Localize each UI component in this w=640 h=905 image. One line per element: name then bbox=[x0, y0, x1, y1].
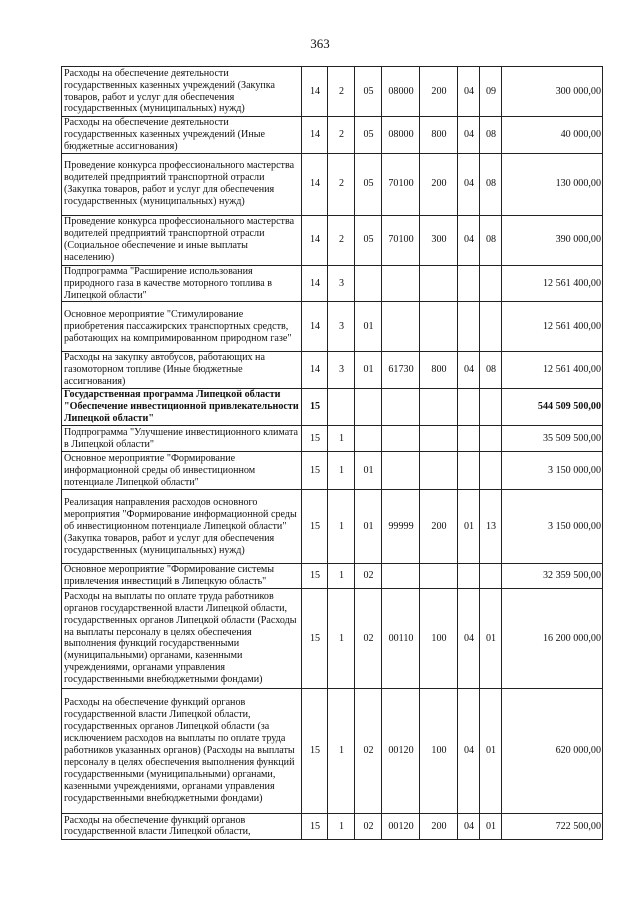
activity-code-cell: 02 bbox=[355, 564, 382, 589]
section-cell: 04 bbox=[458, 67, 480, 117]
amount-cell: 12 561 400,00 bbox=[502, 265, 603, 302]
row-description: Проведение конкурса профессионального мастерства водителей предприятий транспортной отрасли (Закупка товаров, работ и услуг для обеспечения государственных (муниципальных) нужд) bbox=[62, 153, 302, 215]
subprogram-code-cell: 1 bbox=[328, 588, 355, 688]
table-row bbox=[62, 452, 603, 490]
amount-cell: 16 200 000,00 bbox=[502, 588, 603, 688]
subprogram-code-cell: 2 bbox=[328, 67, 355, 117]
activity-code-cell: 01 bbox=[355, 302, 382, 352]
subsection-cell bbox=[480, 265, 502, 302]
direction-code-cell: 99999 bbox=[382, 490, 420, 564]
activity-code-cell: 01 bbox=[355, 452, 382, 490]
subprogram-code-cell: 2 bbox=[328, 215, 355, 265]
section-cell: 04 bbox=[458, 117, 480, 154]
expense-type-cell: 200 bbox=[420, 490, 458, 564]
row-description: Расходы на обеспечение деятельности государственных казенных учреждений (Иные бюджетные ассигнования) bbox=[62, 117, 302, 154]
subsection-cell: 01 bbox=[480, 588, 502, 688]
amount-cell: 544 509 500,00 bbox=[502, 389, 603, 426]
activity-code-cell: 02 bbox=[355, 813, 382, 839]
subsection-cell: 08 bbox=[480, 117, 502, 154]
row-description: Расходы на обеспечение деятельности государственных казенных учреждений (Закупка товаров, работ и услуг для обеспечения государственных (муниципальных) нужд) bbox=[62, 67, 302, 117]
amount-cell: 12 561 400,00 bbox=[502, 352, 603, 389]
row-description: Государственная программа Липецкой области "Обеспечение инвестиционной привлекательности Липецкой области" bbox=[62, 389, 302, 426]
program-code-cell: 15 bbox=[302, 588, 328, 688]
expense-type-cell: 100 bbox=[420, 588, 458, 688]
program-code-cell: 14 bbox=[302, 117, 328, 154]
table-row bbox=[62, 117, 603, 154]
row-description: Подпрограмма "Улучшение инвестиционного климата в Липецкой области" bbox=[62, 426, 302, 452]
section-cell bbox=[458, 302, 480, 352]
amount-cell: 3 150 000,00 bbox=[502, 490, 603, 564]
expense-type-cell: 100 bbox=[420, 688, 458, 813]
table-row bbox=[62, 302, 603, 352]
direction-code-cell: 08000 bbox=[382, 117, 420, 154]
section-cell: 04 bbox=[458, 153, 480, 215]
activity-code-cell: 01 bbox=[355, 352, 382, 389]
table-row bbox=[62, 352, 603, 389]
subsection-cell: 09 bbox=[480, 67, 502, 117]
expense-type-cell bbox=[420, 302, 458, 352]
subprogram-code-cell: 1 bbox=[328, 452, 355, 490]
amount-cell: 300 000,00 bbox=[502, 67, 603, 117]
subprogram-code-cell: 1 bbox=[328, 426, 355, 452]
activity-code-cell: 01 bbox=[355, 490, 382, 564]
activity-code-cell: 05 bbox=[355, 67, 382, 117]
table-row bbox=[62, 588, 603, 688]
program-code-cell: 14 bbox=[302, 352, 328, 389]
amount-cell: 32 359 500,00 bbox=[502, 564, 603, 589]
amount-cell: 130 000,00 bbox=[502, 153, 603, 215]
section-cell bbox=[458, 426, 480, 452]
subsection-cell: 13 bbox=[480, 490, 502, 564]
subprogram-code-cell: 3 bbox=[328, 352, 355, 389]
subsection-cell: 01 bbox=[480, 813, 502, 839]
subsection-cell: 01 bbox=[480, 688, 502, 813]
program-code-cell: 15 bbox=[302, 490, 328, 564]
direction-code-cell: 70100 bbox=[382, 215, 420, 265]
activity-code-cell: 05 bbox=[355, 215, 382, 265]
amount-cell: 35 509 500,00 bbox=[502, 426, 603, 452]
table-row bbox=[62, 215, 603, 265]
section-cell bbox=[458, 265, 480, 302]
table-row bbox=[62, 490, 603, 564]
table-row bbox=[62, 426, 603, 452]
program-code-cell: 15 bbox=[302, 813, 328, 839]
subsection-cell bbox=[480, 389, 502, 426]
activity-code-cell bbox=[355, 426, 382, 452]
row-description: Подпрограмма "Расширение использования природного газа в качестве моторного топлива в Липецкой области" bbox=[62, 265, 302, 302]
subsection-cell bbox=[480, 302, 502, 352]
direction-code-cell: 00120 bbox=[382, 813, 420, 839]
section-cell: 04 bbox=[458, 813, 480, 839]
amount-cell: 12 561 400,00 bbox=[502, 302, 603, 352]
subprogram-code-cell: 2 bbox=[328, 117, 355, 154]
direction-code-cell bbox=[382, 426, 420, 452]
subsection-cell: 08 bbox=[480, 352, 502, 389]
section-cell: 04 bbox=[458, 688, 480, 813]
page-number: 363 bbox=[310, 36, 330, 51]
row-description: Расходы на обеспечение функций органов государственной власти Липецкой области, bbox=[62, 813, 302, 839]
amount-cell: 620 000,00 bbox=[502, 688, 603, 813]
subprogram-code-cell: 1 bbox=[328, 564, 355, 589]
activity-code-cell bbox=[355, 389, 382, 426]
direction-code-cell bbox=[382, 265, 420, 302]
direction-code-cell: 08000 bbox=[382, 67, 420, 117]
program-code-cell: 14 bbox=[302, 302, 328, 352]
direction-code-cell bbox=[382, 389, 420, 426]
row-description: Основное мероприятие "Стимулирование приобретения пассажирских транспортных средств, работающих на компримированном природном газе" bbox=[62, 302, 302, 352]
program-code-cell: 14 bbox=[302, 215, 328, 265]
amount-cell: 40 000,00 bbox=[502, 117, 603, 154]
table-body bbox=[62, 67, 603, 840]
subprogram-code-cell: 3 bbox=[328, 302, 355, 352]
expense-type-cell bbox=[420, 265, 458, 302]
table-row bbox=[62, 153, 603, 215]
table-row bbox=[62, 564, 603, 589]
subprogram-code-cell: 1 bbox=[328, 490, 355, 564]
section-cell bbox=[458, 564, 480, 589]
program-code-cell: 15 bbox=[302, 389, 328, 426]
expense-type-cell: 200 bbox=[420, 813, 458, 839]
subprogram-code-cell: 1 bbox=[328, 813, 355, 839]
expense-type-cell: 300 bbox=[420, 215, 458, 265]
expense-type-cell bbox=[420, 426, 458, 452]
subprogram-code-cell: 3 bbox=[328, 265, 355, 302]
row-description: Расходы на выплаты по оплате труда работников органов государственной власти Липецкой области, государственных органов Липецкой области (Расходы на выплаты персоналу в целях обеспечения выполнения функций государственными (муниципальными) органами, казенными учреждениями, органами управления государственными внебюджетными фондами) bbox=[62, 588, 302, 688]
expense-type-cell bbox=[420, 564, 458, 589]
subprogram-code-cell: 2 bbox=[328, 153, 355, 215]
expense-type-cell: 200 bbox=[420, 67, 458, 117]
direction-code-cell: 00120 bbox=[382, 688, 420, 813]
program-code-cell: 14 bbox=[302, 265, 328, 302]
direction-code-cell: 70100 bbox=[382, 153, 420, 215]
amount-cell: 390 000,00 bbox=[502, 215, 603, 265]
subsection-cell bbox=[480, 426, 502, 452]
subprogram-code-cell: 1 bbox=[328, 688, 355, 813]
direction-code-cell bbox=[382, 452, 420, 490]
program-code-cell: 15 bbox=[302, 564, 328, 589]
direction-code-cell bbox=[382, 302, 420, 352]
activity-code-cell: 02 bbox=[355, 588, 382, 688]
table-row bbox=[62, 265, 603, 302]
row-description: Расходы на закупку автобусов, работающих на газомоторном топливе (Иные бюджетные ассигнования) bbox=[62, 352, 302, 389]
expense-type-cell: 800 bbox=[420, 117, 458, 154]
table-row bbox=[62, 688, 603, 813]
expense-type-cell bbox=[420, 452, 458, 490]
row-description: Основное мероприятие "Формирование системы привлечения инвестиций в Липецкую область" bbox=[62, 564, 302, 589]
direction-code-cell: 61730 bbox=[382, 352, 420, 389]
row-description: Основное мероприятие "Формирование информационной среды об инвестиционном потенциале Липецкой области" bbox=[62, 452, 302, 490]
activity-code-cell: 05 bbox=[355, 117, 382, 154]
program-code-cell: 15 bbox=[302, 688, 328, 813]
table-row bbox=[62, 813, 603, 839]
activity-code-cell: 05 bbox=[355, 153, 382, 215]
expense-type-cell: 200 bbox=[420, 153, 458, 215]
row-description: Расходы на обеспечение функций органов государственной власти Липецкой области, государственных органов Липецкой области (за исключением расходов на выплаты по оплате труда работников указанных органов) (Расходы на выплаты персоналу в целях обеспечения выполнения функций государственными (муниципальными) органами, казенными учреждениями, органами управления государственными внебюджетными фондами) bbox=[62, 688, 302, 813]
section-cell: 04 bbox=[458, 215, 480, 265]
subsection-cell bbox=[480, 452, 502, 490]
direction-code-cell: 00110 bbox=[382, 588, 420, 688]
subprogram-code-cell bbox=[328, 389, 355, 426]
expense-type-cell: 800 bbox=[420, 352, 458, 389]
program-code-cell: 15 bbox=[302, 426, 328, 452]
direction-code-cell bbox=[382, 564, 420, 589]
subsection-cell: 08 bbox=[480, 215, 502, 265]
program-code-cell: 14 bbox=[302, 153, 328, 215]
budget-table bbox=[61, 66, 603, 840]
activity-code-cell: 02 bbox=[355, 688, 382, 813]
table-row bbox=[62, 67, 603, 117]
section-cell: 04 bbox=[458, 352, 480, 389]
section-cell: 01 bbox=[458, 490, 480, 564]
row-description: Реализация направления расходов основного мероприятия "Формирование информационной среды об инвестиционном потенциале Липецкой области" (Закупка товаров, работ и услуг для обеспечения государственных (муниципальных) нужд) bbox=[62, 490, 302, 564]
section-cell bbox=[458, 389, 480, 426]
amount-cell: 3 150 000,00 bbox=[502, 452, 603, 490]
section-cell bbox=[458, 452, 480, 490]
program-code-cell: 15 bbox=[302, 452, 328, 490]
table-row bbox=[62, 389, 603, 426]
expense-type-cell bbox=[420, 389, 458, 426]
section-cell: 04 bbox=[458, 588, 480, 688]
amount-cell: 722 500,00 bbox=[502, 813, 603, 839]
activity-code-cell bbox=[355, 265, 382, 302]
subsection-cell bbox=[480, 564, 502, 589]
program-code-cell: 14 bbox=[302, 67, 328, 117]
subsection-cell: 08 bbox=[480, 153, 502, 215]
row-description: Проведение конкурса профессионального мастерства водителей предприятий транспортной отрасли (Социальное обеспечение и иные выплаты населению) bbox=[62, 215, 302, 265]
